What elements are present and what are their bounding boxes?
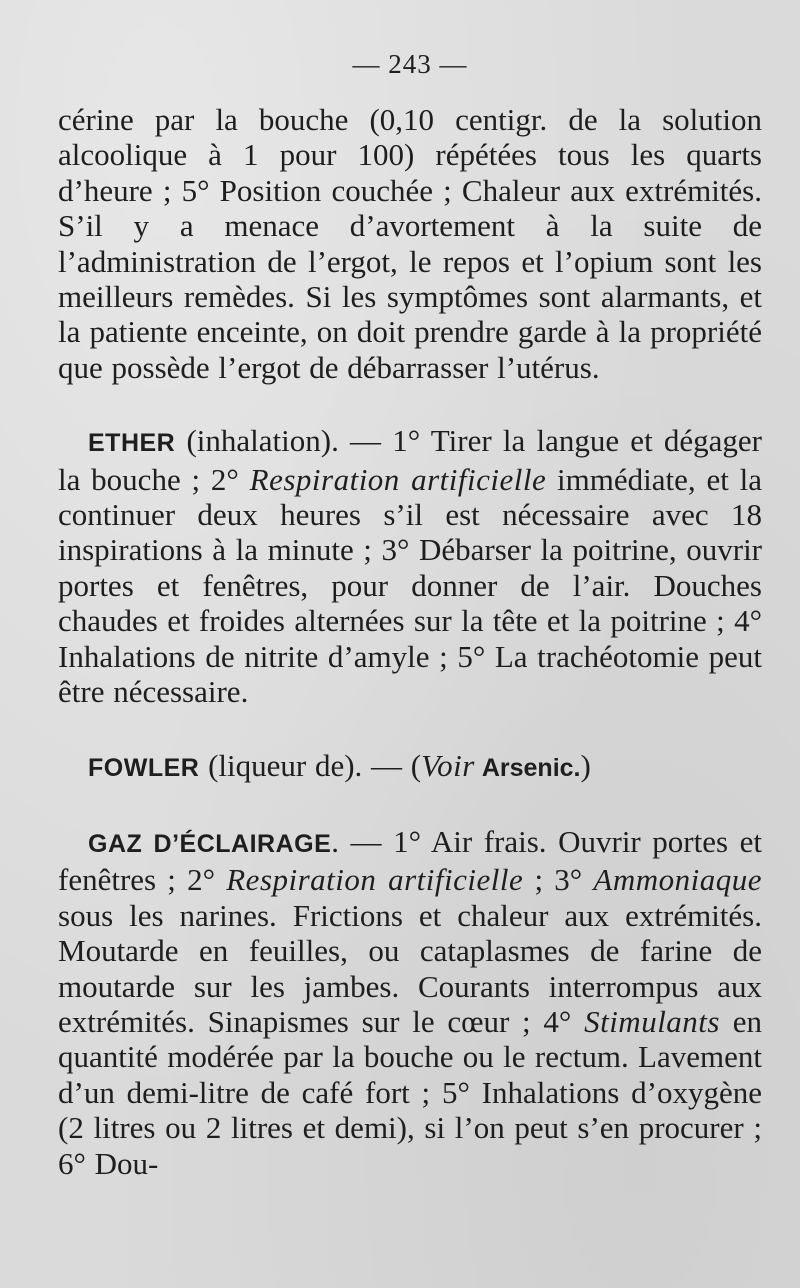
gaz-italic-1: Respiration artificielle: [226, 862, 524, 898]
ether-text-1: (inhalation). — 1° Tirer la langue et dégager la bouche ; 2°: [58, 423, 762, 497]
gaz-text-2: ; 3°: [523, 862, 594, 898]
gaz-heading: GAZ D’ÉCLAIRAGE: [88, 829, 332, 858]
fowler-bold-1: Arsenic.: [474, 753, 581, 782]
paragraph-gaz: [58, 824, 762, 1181]
ergot-text: cérine par la bouche (0,10 centigr. de la solution alcoolique à 1 pour 100) répétées tous les quarts d’heure ; 5° Position couchée ; Chaleur aux extrémités. S’il y a menace d’avortement à la suite de l’administration de l’ergot, le repos et l’opium sont les meilleurs remèdes. Si les symptômes sont alarmants, et la patiente enceinte, on doit prendre garde à la propriété que possède l’ergot de débarrasser l’utérus.: [58, 102, 762, 385]
gaz-text-4: en quantité modérée par la bouche ou le rectum. Lavement d’un demi-litre de café fort ; 5° Inhalations d’oxygène (2 litres ou 2 litres et demi), si l’on peut s’en procurer ; 6° Dou-: [58, 1003, 762, 1181]
ether-italic-1: Respiration artificielle: [249, 461, 547, 497]
fowler-text-1: (liqueur de). — (: [199, 747, 422, 783]
fowler-italic-1: Voir: [421, 747, 475, 783]
spacer: [58, 710, 762, 748]
fowler-heading: FOWLER: [88, 753, 200, 782]
paragraph-fowler: [58, 748, 762, 786]
gaz-italic-2: Ammoniaque: [593, 862, 762, 898]
paragraph-ether: [58, 423, 762, 709]
spacer: [58, 385, 762, 423]
gaz-text-1: . — 1° Air frais. Ouvrir portes et fenêtres ; 2°: [58, 823, 762, 898]
fowler-text-2: ): [580, 747, 591, 783]
ether-heading: ETHER: [88, 429, 176, 458]
ether-text-2: immédiate, et la continuer deux heures s’il est nécessaire avec 18 inspirations à la minute ; 3° Débarser la poitrine, ouvrir portes et fenêtres, pour donner de l’air. Douches chaudes et froides alternées sur la tête et la poitrine ; 4° Inhalations de nitrite d’amyle ; 5° La trachéotomie peut être nécessaire.: [58, 461, 763, 710]
paragraph-ergot-continuation: [58, 102, 762, 385]
gaz-text-3: sous les narines. Frictions et chaleur aux extrémités. Moutarde en feuilles, ou cataplasmes de farine de moutarde sur les jambes. Courants interrompus aux extrémités. Sinapismes sur le cœur ; 4°: [58, 897, 762, 1039]
spacer: [58, 786, 762, 824]
page-number: — 243 —: [352, 49, 468, 79]
gaz-italic-3: Stimulants: [584, 1003, 720, 1039]
